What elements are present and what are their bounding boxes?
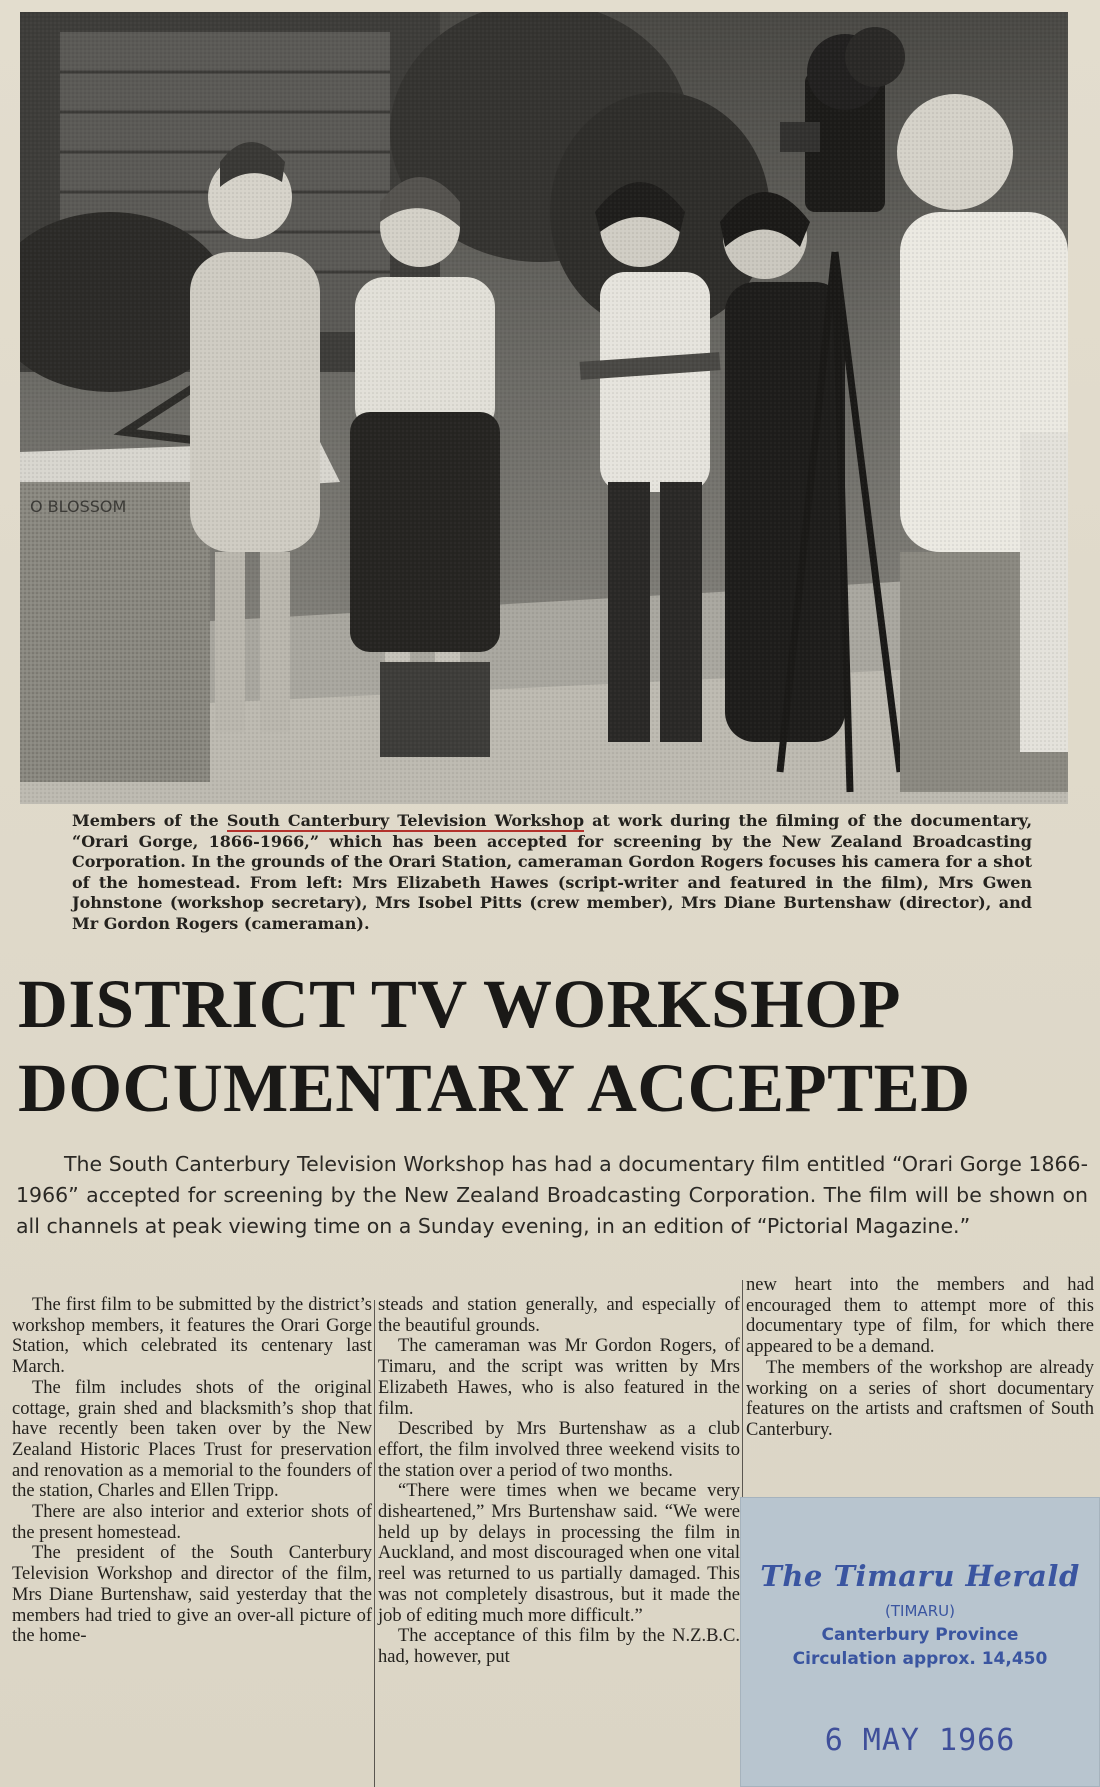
col1-paragraph: The president of the South Canterbury Television Workshop and director of the film, Mrs Diane Burtenshaw, said yesterday that the members had tried to give an over-all picture of the home- [12,1543,372,1647]
stamp-date: 6 MAY 1966 [824,1723,1016,1758]
col2-paragraph: The acceptance of this film by the N.Z.B.C. had, however, put [378,1626,740,1667]
col3-paragraph: The members of the workshop are already working on a series of short documentary features on the artists and craftsmen of South Canterbury. [746,1357,1094,1440]
stamp-circulation: Circulation approx. 14,450 [792,1649,1048,1669]
column-2 [378,1295,740,1668]
column-divider [374,1300,375,1787]
news-photo [20,12,1068,804]
column-1 [12,1295,372,1647]
col3-paragraph: new heart into the members and had encouraged them to attempt more of this documentary type of film, for which there appeared to be a demand. [746,1275,1094,1358]
col1-paragraph: The first film to be submitted by the district’s workshop members, it features the Orari Gorge Station, which celebrated its centenary last March. [12,1295,372,1378]
caption-intro: Members of the [72,811,227,830]
col2-paragraph: The cameraman was Mr Gordon Rogers, of Timaru, and the script was written by Mrs Elizabeth Hawes, who is also featured in the film. [378,1336,740,1419]
press-clipping-stamp [740,1497,1100,1787]
col1-paragraph: There are also interior and exterior shots of the present homestead. [12,1502,372,1543]
headline-line-2: DOCUMENTARY ACCEPTED [18,1050,971,1126]
article-headline [18,962,1078,1130]
stamp-newspaper-name: The Timaru Herald [760,1559,1080,1593]
column-divider [742,1280,743,1500]
lead-paragraph: The South Canterbury Television Workshop has had a documentary film entitled “Orari Gorge 1866-1966” accepted for screening by the New Zealand Broadcasting Corporation. The film will be shown on all channels at peak viewing time on a Sunday evening, in an edition of “Pictorial Magazine.” [16,1152,1088,1238]
photo-of-film-crew-icon [20,12,1068,804]
caption-highlight-org-name: South Canterbury Television Workshop [226,811,585,830]
stamp-province: Canterbury Province [821,1625,1019,1645]
col2-paragraph: steads and station generally, and especially of the beautiful grounds. [378,1295,740,1336]
column-3 [746,1275,1094,1441]
stamp-city: (TIMARU) [885,1602,955,1620]
headline-line-1: DISTRICT TV WORKSHOP [18,966,902,1042]
col2-paragraph: “There were times when we became very disheartened,” Mrs Burtenshaw said. “We were held up by delays in processing the film in Auckland, and most discouraged when one vital reel was returned to us partially damaged. This was not completely disastrous, but it made the job of editing much more difficult.” [378,1481,740,1626]
photo-caption [72,811,1032,934]
col2-paragraph: Described by Mrs Burtenshaw as a club effort, the film involved three weekend visits to the station over a period of two months. [378,1419,740,1481]
caption-body: at work during the filming of the documentary, “Orari Gorge, 1866-1966,” which has been accepted for screening by the New Zealand Broadcasting Corporation. In the grounds of the Orari Station, cameraman Gordon Rogers focuses his camera for a shot of the homestead. From left: Mrs Elizabeth Hawes (script-writer and featured in the film), Mrs Gwen Johnstone (workshop secretary), Mrs Isobel Pitts (crew member), Mrs Diane Burtenshaw (director), and Mr Gordon Rogers (cameraman). [72,811,1033,933]
col1-paragraph: The film includes shots of the original cottage, grain shed and blacksmith’s shop that have recently been taken over by the New Zealand Historic Places Trust for preservation and renovation as a memorial to the founders of the station, Charles and Ellen Tripp. [12,1377,372,1502]
